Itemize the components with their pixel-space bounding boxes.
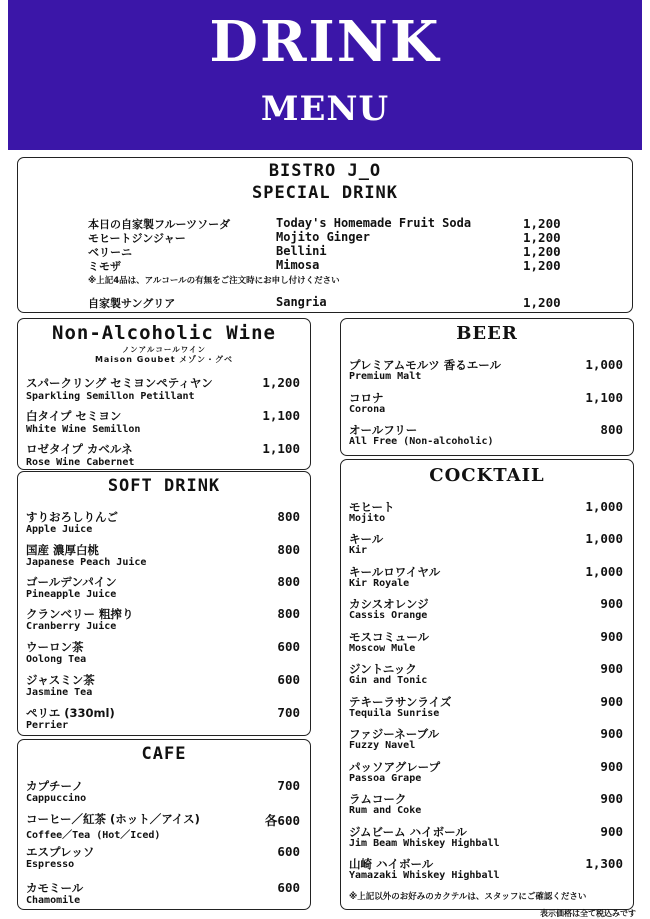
item-name-jp: コロナ [349,391,384,405]
item-price: 900 [600,759,623,774]
item-name-jp: ゴールデンパイン [26,575,117,589]
item-price: 1,100 [262,408,300,423]
item-price: 900 [600,824,623,839]
item-name-jp: ミモザ [88,260,121,273]
item-name-jp: コーヒー／紅茶 (ホット／アイス) [26,812,200,826]
header-banner [8,0,642,150]
item-name-en: Cranberry Juice [26,621,117,632]
item-name-en: Pineapple Juice [26,589,117,600]
item-name-jp: エスプレッソ [26,845,95,859]
item-name-jp: ジャスミン茶 [26,673,95,687]
item-name-en: Mojito Ginger [276,230,370,244]
item-name-en: Premium Malt [349,371,422,382]
item-name-en: Jasmine Tea [26,687,93,698]
menu-subtitle: MENU [260,89,390,129]
item-name-en: Chamomile [26,895,81,906]
item-name-en: Cappuccino [26,793,87,804]
cocktail-section [340,459,634,910]
item-name-jp: 本日の自家製フルーツソーダ [88,218,231,231]
section-title: CAFE [141,744,187,764]
item-price: 1,200 [523,295,561,310]
section-title: BEER [456,323,518,344]
item-name-en: Apple Juice [26,524,93,535]
item-price: 700 [277,778,300,793]
item-name-en: Espresso [26,859,75,870]
item-price: 800 [277,606,300,621]
item-price: 1,200 [523,216,561,231]
item-name-jp: モヒート [349,500,395,514]
item-name-jp: キールロワイヤル [349,565,441,579]
item-name-en: Mimosa [276,258,320,272]
item-name-jp: ウーロン茶 [26,640,84,654]
tax-note: 表示価格は全て税込みです [540,909,636,918]
section-title: Non-Alcoholic Wine [52,322,276,344]
item-price: 900 [600,726,623,741]
item-name-jp: ベリーニ [88,246,132,259]
item-price: 1,300 [585,856,623,871]
item-name-jp: ジムビーム ハイボール [349,825,467,839]
item-name-en: Sparkling Semillon Petillant [26,391,195,402]
item-price: 1,100 [585,390,623,405]
item-price: 600 [277,844,300,859]
item-price: 800 [600,422,623,437]
item-name-en: Moscow Mule [349,643,416,654]
item-name-en: Bellini [276,244,327,258]
non-alcoholic-wine-section [17,318,311,470]
item-name-en: Jim Beam Whiskey Highball [349,838,500,849]
item-price: 1,200 [262,375,300,390]
item-name-jp: 国産 濃厚白桃 [26,543,100,557]
item-name-en: Coffee／Tea (Hot／Iced) [26,830,161,841]
item-name-jp: ラムコーク [349,792,407,806]
item-name-en: Tequila Sunrise [349,708,440,719]
item-price: 1,200 [523,244,561,259]
beer-section [340,318,634,456]
item-name-jp: 白タイプ セミヨン [26,409,122,423]
item-name-jp: ペリエ (330ml) [26,706,115,720]
item-name-en: Japanese Peach Juice [26,557,147,568]
item-name-jp: テキーラサンライズ [349,695,452,709]
item-name-en: Yamazaki Whiskey Highball [349,870,500,881]
item-name-en: Oolong Tea [26,654,87,665]
item-name-jp: カシスオレンジ [349,597,429,611]
cocktail-note: ※上記以外のお好みのカクテルは、スタッフにご確認ください [349,892,587,902]
item-name-jp: キール [349,532,384,546]
item-name-en: Mojito [349,513,386,524]
item-name-en: Kir Royale [349,578,410,589]
item-name-jp: モヒートジンジャー [88,232,186,245]
item-name-en: Gin and Tonic [349,675,428,686]
item-name-jp: カモミール [26,881,84,895]
item-price: 900 [600,661,623,676]
item-name-en: Corona [349,404,386,415]
special-note: ※上記4品は、アルコールの有無をご注文時にお申し付けください [88,276,340,286]
item-name-en: Perrier [26,720,69,731]
item-name-jp: オールフリー [349,423,418,437]
special-title-line1: BISTRO J_O [268,161,382,181]
item-price: 900 [600,791,623,806]
item-price: 1,000 [585,357,623,372]
item-price: 1,000 [585,499,623,514]
item-price: 800 [277,542,300,557]
item-name-jp: ファジーネーブル [349,727,440,741]
item-price: 800 [277,509,300,524]
item-price: 600 [277,639,300,654]
special-title-line2: SPECIAL DRINK [251,183,399,203]
item-price: 900 [600,596,623,611]
item-price: 1,200 [523,258,561,273]
item-price: 800 [277,574,300,589]
item-name-en: Rose Wine Cabernet [26,457,135,468]
item-name-en: Rum and Coke [349,805,422,816]
item-price: 1,100 [262,441,300,456]
item-name-jp: カプチーノ [26,779,84,793]
item-price: 900 [600,629,623,644]
item-price: 1,000 [585,564,623,579]
item-price: 600 [277,880,300,895]
item-name-jp: ジントニック [349,662,417,676]
item-name-en: All Free (Non-alcoholic) [349,436,494,447]
section-subtitle-brand: Maison Goubet メゾン・グベ [94,355,234,364]
item-name-en: White Wine Semillon [26,424,141,435]
item-price: 900 [600,694,623,709]
item-price: 1,000 [585,531,623,546]
cafe-section [17,739,311,910]
item-name-jp: パッソアグレープ [349,760,441,774]
special-drink-section [17,157,633,313]
item-name-en: Today's Homemade Fruit Soda [276,216,472,230]
item-name-jp: モスコミュール [349,630,430,644]
item-name-en: Sangria [276,295,327,309]
item-name-jp: 山崎 ハイボール [349,857,434,871]
item-name-jp: 自家製サングリア [88,297,176,310]
item-name-en: Kir [349,545,368,556]
item-price: 各600 [264,813,300,828]
item-name-en: Fuzzy Navel [349,740,416,751]
section-subtitle-jp: ノンアルコールワイン [121,345,207,354]
item-name-jp: プレミアムモルツ 香るエール [349,358,502,372]
menu-title: DRINK [209,9,441,75]
item-price: 1,200 [523,230,561,245]
item-name-jp: クランベリー 粗搾り [26,607,134,621]
item-name-en: Passoa Grape [349,773,422,784]
section-title: COCKTAIL [429,465,545,486]
item-name-jp: ロゼタイプ カベルネ [26,442,133,456]
item-price: 700 [277,705,300,720]
section-title: SOFT DRINK [107,476,221,496]
item-name-jp: スパークリング セミヨンペティヤン [26,376,213,390]
item-name-en: Cassis Orange [349,610,428,621]
item-price: 600 [277,672,300,687]
soft-drink-section [17,471,311,736]
item-name-jp: すりおろしりんご [26,510,118,524]
